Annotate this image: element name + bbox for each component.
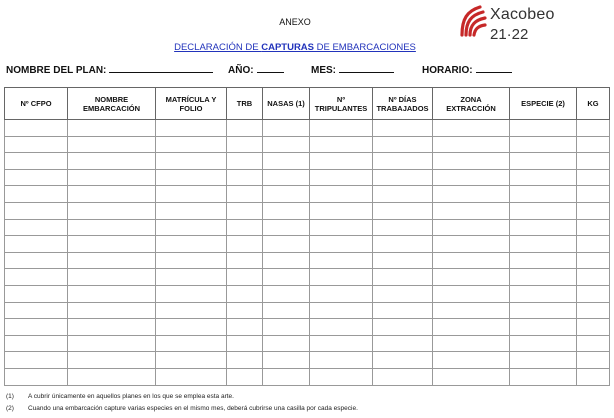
table-row [5,269,610,286]
table-cell[interactable] [5,186,68,203]
table-cell[interactable] [156,120,227,137]
table-cell[interactable] [373,120,433,137]
table-cell[interactable] [263,186,310,203]
horario-label: HORARIO: [422,65,473,76]
table-cell[interactable] [310,236,373,253]
table-cell[interactable] [577,269,610,286]
table-cell[interactable] [156,236,227,253]
table-row [5,319,610,336]
table-cell[interactable] [510,236,577,253]
table-cell[interactable] [433,202,510,219]
table-row [5,302,610,319]
table-row [5,285,610,302]
table-row [5,252,610,269]
table-cell[interactable] [510,335,577,352]
col-especie: ESPECIE (2) [510,88,577,120]
table-cell[interactable] [577,153,610,170]
table-cell[interactable] [263,319,310,336]
table-cell[interactable] [68,186,156,203]
table-cell[interactable] [227,269,263,286]
table-cell[interactable] [156,219,227,236]
table-cell[interactable] [5,219,68,236]
table-row [5,219,610,236]
table-cell[interactable] [373,269,433,286]
table-cell[interactable] [433,169,510,186]
table-cell[interactable] [5,120,68,137]
table-cell[interactable] [310,368,373,385]
table-cell[interactable] [227,136,263,153]
table-cell[interactable] [68,252,156,269]
col-dias-trabajados: Nº DÍAS TRABAJADOS [373,88,433,120]
logo-year: 21·22 [490,26,529,43]
table-cell[interactable] [156,186,227,203]
mes-blank[interactable] [339,63,394,73]
table-cell[interactable] [68,219,156,236]
logo-brand: Xacobeo [490,6,555,23]
table-cell[interactable] [433,302,510,319]
table-cell[interactable] [263,352,310,369]
table-cell[interactable] [227,169,263,186]
footnote-2 [6,405,358,412]
table-cell[interactable] [577,368,610,385]
table-cell[interactable] [433,219,510,236]
table-cell[interactable] [263,285,310,302]
table-row [5,136,610,153]
table-cell[interactable] [310,352,373,369]
table-cell[interactable] [68,202,156,219]
table-cell[interactable] [510,169,577,186]
table-cell[interactable] [227,153,263,170]
footnote-2-num: (2) [6,405,14,412]
table-cell[interactable] [5,285,68,302]
table-cell[interactable] [310,335,373,352]
mes-field [311,63,394,76]
table-cell[interactable] [227,302,263,319]
table-cell[interactable] [510,219,577,236]
table-cell[interactable] [510,319,577,336]
table-cell[interactable] [433,236,510,253]
horario-field [422,63,512,76]
table-cell[interactable] [68,319,156,336]
table-cell[interactable] [310,202,373,219]
table-cell[interactable] [373,319,433,336]
table-cell[interactable] [310,285,373,302]
table-cell[interactable] [433,186,510,203]
table-cell[interactable] [5,335,68,352]
col-kg: KG [577,88,610,120]
table-cell[interactable] [577,186,610,203]
table-cell[interactable] [577,202,610,219]
table-cell[interactable] [5,302,68,319]
table-cell[interactable] [373,285,433,302]
table-row [5,335,610,352]
table-cell[interactable] [310,136,373,153]
table-header-row [5,88,610,120]
table-cell[interactable] [373,153,433,170]
table-row [5,169,610,186]
footnote-1 [6,393,234,400]
table-cell[interactable] [373,186,433,203]
table-row [5,368,610,385]
table-cell[interactable] [373,236,433,253]
table-row [5,186,610,203]
subtitle-part-2: DE EMBARCACIONES [314,42,416,53]
table-cell[interactable] [510,269,577,286]
table-cell[interactable] [510,352,577,369]
table-cell[interactable] [263,269,310,286]
col-tripulantes: Nº TRIPULANTES [310,88,373,120]
table-cell[interactable] [577,169,610,186]
table-cell[interactable] [5,319,68,336]
table-cell[interactable] [433,352,510,369]
table-cell[interactable] [577,236,610,253]
col-nasas: NASAS (1) [263,88,310,120]
table-cell[interactable] [263,302,310,319]
table-cell[interactable] [510,302,577,319]
table-cell[interactable] [577,319,610,336]
table-cell[interactable] [433,252,510,269]
table-cell[interactable] [5,252,68,269]
table-row [5,202,610,219]
table-cell[interactable] [373,368,433,385]
table-cell[interactable] [263,236,310,253]
table-cell[interactable] [156,169,227,186]
table-cell[interactable] [227,285,263,302]
footnote-1-num: (1) [6,393,14,400]
table-cell[interactable] [68,136,156,153]
table-cell[interactable] [227,120,263,137]
table-cell[interactable] [510,136,577,153]
table-cell[interactable] [310,252,373,269]
anexo-title: ANEXO [279,17,311,27]
table-cell[interactable] [263,368,310,385]
table-cell[interactable] [5,352,68,369]
table-body [5,120,610,386]
xacobeo-logo [458,3,608,43]
subtitle-part-bold: CAPTURAS [261,42,314,53]
table-cell[interactable] [227,352,263,369]
table-cell[interactable] [156,202,227,219]
table-cell[interactable] [5,368,68,385]
plan-blank[interactable] [109,63,213,73]
table-cell[interactable] [156,368,227,385]
document-subtitle [150,42,440,53]
shell-icon [458,3,488,39]
table-cell[interactable] [68,120,156,137]
table-cell[interactable] [227,252,263,269]
table-cell[interactable] [68,285,156,302]
table-cell[interactable] [5,136,68,153]
mes-label: MES: [311,65,336,76]
table-cell[interactable] [577,219,610,236]
table-cell[interactable] [263,169,310,186]
table-cell[interactable] [227,202,263,219]
table-cell[interactable] [227,186,263,203]
table-cell[interactable] [373,169,433,186]
col-matricula-folio: MATRÍCULA Y FOLIO [156,88,227,120]
table-cell[interactable] [433,335,510,352]
ano-label: AÑO: [228,65,254,76]
col-nombre-embarcacion: NOMBRE EMBARCACIÓN [68,88,156,120]
table-cell[interactable] [373,136,433,153]
table-cell[interactable] [156,153,227,170]
table-row [5,236,610,253]
table-cell[interactable] [310,186,373,203]
table-cell[interactable] [577,335,610,352]
captures-table [4,87,610,386]
table-cell[interactable] [263,335,310,352]
table-cell[interactable] [310,302,373,319]
table-cell[interactable] [156,252,227,269]
table-cell[interactable] [433,368,510,385]
table-cell[interactable] [373,202,433,219]
table-cell[interactable] [227,368,263,385]
table-cell[interactable] [156,319,227,336]
ano-field [228,63,284,76]
table-cell[interactable] [68,169,156,186]
table-cell[interactable] [310,319,373,336]
table-cell[interactable] [310,219,373,236]
footnote-1-text: A cubrir únicamente en aquellos planes en los que se emplea esta arte. [28,393,234,400]
horario-blank[interactable] [476,63,512,73]
table-cell[interactable] [5,202,68,219]
table-cell[interactable] [68,352,156,369]
table-cell[interactable] [5,169,68,186]
table-cell[interactable] [510,285,577,302]
table-cell[interactable] [5,269,68,286]
ano-blank[interactable] [257,63,284,73]
table-cell[interactable] [510,202,577,219]
table-cell[interactable] [227,319,263,336]
table-cell[interactable] [68,153,156,170]
table-row [5,120,610,137]
table-cell[interactable] [433,136,510,153]
table-cell[interactable] [263,219,310,236]
table-cell[interactable] [227,335,263,352]
plan-field [6,63,213,76]
table-cell[interactable] [510,186,577,203]
table-cell[interactable] [577,252,610,269]
table-cell[interactable] [263,153,310,170]
table-cell[interactable] [227,219,263,236]
table-cell[interactable] [263,120,310,137]
table-cell[interactable] [156,136,227,153]
table-cell[interactable] [156,352,227,369]
table-cell[interactable] [373,219,433,236]
plan-label: NOMBRE DEL PLAN: [6,65,107,76]
table-cell[interactable] [510,368,577,385]
table-cell[interactable] [310,169,373,186]
table-cell[interactable] [310,120,373,137]
table-cell[interactable] [510,120,577,137]
table-cell[interactable] [156,285,227,302]
table-cell[interactable] [68,302,156,319]
table-cell[interactable] [68,368,156,385]
table-cell[interactable] [433,269,510,286]
table-cell[interactable] [577,136,610,153]
table-cell[interactable] [68,269,156,286]
table-cell[interactable] [310,153,373,170]
table-cell[interactable] [5,236,68,253]
col-trb: TRB [227,88,263,120]
table-cell[interactable] [433,319,510,336]
table-cell[interactable] [156,269,227,286]
table-row [5,153,610,170]
table-cell[interactable] [577,120,610,137]
col-cfpo: Nº CFPO [5,88,68,120]
table-cell[interactable] [373,352,433,369]
table-cell[interactable] [68,335,156,352]
subtitle-part-1: DECLARACIÓN DE [174,42,262,53]
table-cell[interactable] [433,120,510,137]
col-zona-extraccion: ZONA EXTRACCIÓN [433,88,510,120]
table-cell[interactable] [310,269,373,286]
table-cell[interactable] [373,335,433,352]
table-cell[interactable] [263,202,310,219]
table-cell[interactable] [5,153,68,170]
table-cell[interactable] [373,302,433,319]
table-cell[interactable] [433,285,510,302]
table-cell[interactable] [373,252,433,269]
table-cell[interactable] [263,136,310,153]
table-cell[interactable] [227,236,263,253]
table-cell[interactable] [577,302,610,319]
table-cell[interactable] [68,236,156,253]
table-cell[interactable] [510,153,577,170]
table-cell[interactable] [510,252,577,269]
table-cell[interactable] [577,352,610,369]
table-cell[interactable] [263,252,310,269]
table-row [5,352,610,369]
footnote-2-text: Cuando una embarcación capture varias especies en el mismo mes, deberá cubrirse una casilla por cada especie. [28,405,358,412]
table-cell[interactable] [156,302,227,319]
table-cell[interactable] [577,285,610,302]
table-cell[interactable] [156,335,227,352]
table-cell[interactable] [433,153,510,170]
